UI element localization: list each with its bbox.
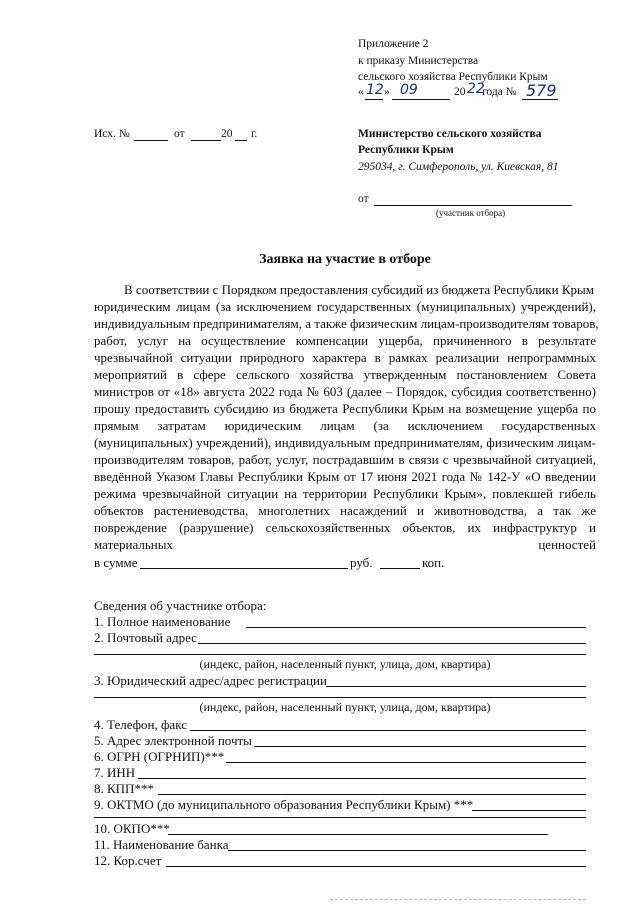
appendix-line-1: Приложение 2: [358, 38, 429, 50]
field-4-line[interactable]: [190, 730, 586, 731]
sum-label: в сумме: [94, 555, 138, 570]
field-7-line[interactable]: [138, 778, 586, 779]
field-2-label: 2. Почтовый адрес: [94, 630, 197, 645]
year-word: года №: [482, 86, 517, 98]
field-3-line[interactable]: [326, 686, 586, 687]
scan-edge-mark: [330, 899, 586, 900]
field-3-label: 3. Юридический адрес/адрес регистрации: [94, 673, 327, 688]
body-line-5: чрезвычайной ситуации природного характера в рамках реализации непрограммных: [94, 350, 596, 365]
participant-name-line: [374, 205, 572, 206]
sum-kop-field[interactable]: [380, 568, 420, 569]
field-2-line[interactable]: [198, 643, 586, 644]
date-quote-close: »: [384, 86, 390, 98]
participant-heading: Сведения об участнике отбора:: [94, 598, 267, 613]
body-line-15: повреждение (разрушение) сельскохозяйственных объектов, их инфраструктур и: [94, 520, 596, 535]
field-9-line-b[interactable]: [94, 817, 586, 818]
body-line-7: министров от «18» августа 2022 года № 603 (далее – Порядок, субсидия соответственно): [94, 384, 596, 399]
order-number: 579: [526, 81, 557, 100]
participant-caption: (участник отбора): [436, 208, 506, 218]
body-line-13: режима чрезвычайной ситуации на территории Республики Крым», повлекшей гибель: [94, 486, 596, 501]
date-quote-open: «: [358, 86, 364, 98]
year-prefix: 20: [454, 86, 466, 98]
field-10-label: 10. ОКПО***: [94, 821, 170, 836]
field-9-line[interactable]: [472, 810, 586, 811]
body-line-11: производителям товаров, работ, услуг, пострадавшим в связи с чрезвычайной ситуацией,: [94, 452, 596, 467]
body-line-8: прошу предоставить субсидию из бюджета Республики Крым на возмещение ущерба по: [94, 401, 596, 416]
body-line-6: мероприятий в сфере сельского хозяйства утвержденным постановлением Совета: [94, 367, 596, 382]
outgoing-year-end: г.: [251, 128, 258, 140]
body-line-9: прямым затратам юридическим лицам (за исключением государственных: [94, 418, 596, 433]
outgoing-from: от: [174, 128, 185, 140]
field-1-label: 1. Полное наименование: [94, 614, 231, 629]
field-11-line[interactable]: [228, 850, 586, 851]
page-title: Заявка на участие в отборе: [259, 252, 431, 267]
recipient-address: 295034, г. Симферополь, ул. Киевская, 81: [358, 161, 559, 173]
body-line-4: работ, услуг на осуществление компенсации ущерба, причиненного в результате: [94, 333, 596, 348]
body-line-16: материальных ценностей: [94, 537, 596, 552]
sum-rub-field[interactable]: [140, 568, 348, 569]
recipient-line-1: Министерство сельского хозяйства: [358, 128, 542, 140]
sum-kop-label: коп.: [422, 555, 445, 570]
field-1-line[interactable]: [246, 627, 586, 628]
address-caption-2: (индекс, район, населенный пункт, улица, дом, квартира): [199, 700, 491, 714]
field-3-line-b[interactable]: [94, 697, 586, 698]
outgoing-number: [94, 128, 274, 144]
body-line-2: юридическим лицам (за исключением государственных (муниципальных) учреждений),: [94, 299, 596, 314]
field-5-label: 5. Адрес электронной почты: [94, 733, 252, 748]
appendix-line-2: к приказу Министерства: [358, 55, 479, 67]
order-month: 09: [400, 82, 418, 98]
field-12-label: 12. Кор.счет: [94, 853, 162, 868]
body-line-10: (муниципальных) учреждений), индивидуальным предпринимателям, физическим лицам-: [94, 435, 596, 450]
field-4-label: 4. Телефон, факс: [94, 717, 187, 732]
field-6-label: 6. ОГРН (ОГРНИП)***: [94, 749, 225, 764]
field-5-line[interactable]: [254, 746, 586, 747]
field-8-label: 8. КПП***: [94, 781, 154, 796]
address-caption: (индекс, район, населенный пункт, улица, дом, квартира): [199, 657, 491, 671]
field-8-line[interactable]: [158, 794, 586, 795]
field-11-label: 11. Наименование банка: [94, 837, 229, 852]
appendix-line-3: сельского хозяйства Республики Крым: [358, 71, 548, 83]
field-6-line[interactable]: [226, 762, 586, 763]
field-12-line[interactable]: [166, 866, 586, 867]
recipient-line-2: Республики Крым: [358, 144, 454, 156]
sum-rub-label: руб.: [350, 555, 373, 570]
body-line-3: индивидуальным предпринимателям, а также физическим лицам-производителям товаров,: [94, 316, 599, 331]
outgoing-label: Исх. №: [94, 128, 130, 140]
field-9-label: 9. ОКТМО (до муниципального образования Республики Крым) ***: [94, 797, 474, 812]
order-year-suffix: 22: [467, 81, 485, 97]
body-line-1: В соответствии с Порядком предоставления субсидий из бюджета Республики Крым: [124, 282, 594, 297]
outgoing-year: 20: [221, 128, 233, 140]
order-day: 12: [366, 82, 384, 98]
body-line-14: объектов растениеводства, многолетних насаждений и животноводства, а так же: [94, 503, 596, 518]
field-7-label: 7. ИНН: [94, 765, 136, 780]
field-2-line-b[interactable]: [94, 654, 586, 655]
recipient-from-label: от: [358, 193, 369, 205]
appendix-order-date: [358, 81, 578, 104]
field-10-line[interactable]: [168, 834, 548, 835]
body-line-12: введённой Указом Главы Республики Крым от 17 июня 2021 года № 142-У «О введении: [94, 469, 596, 484]
